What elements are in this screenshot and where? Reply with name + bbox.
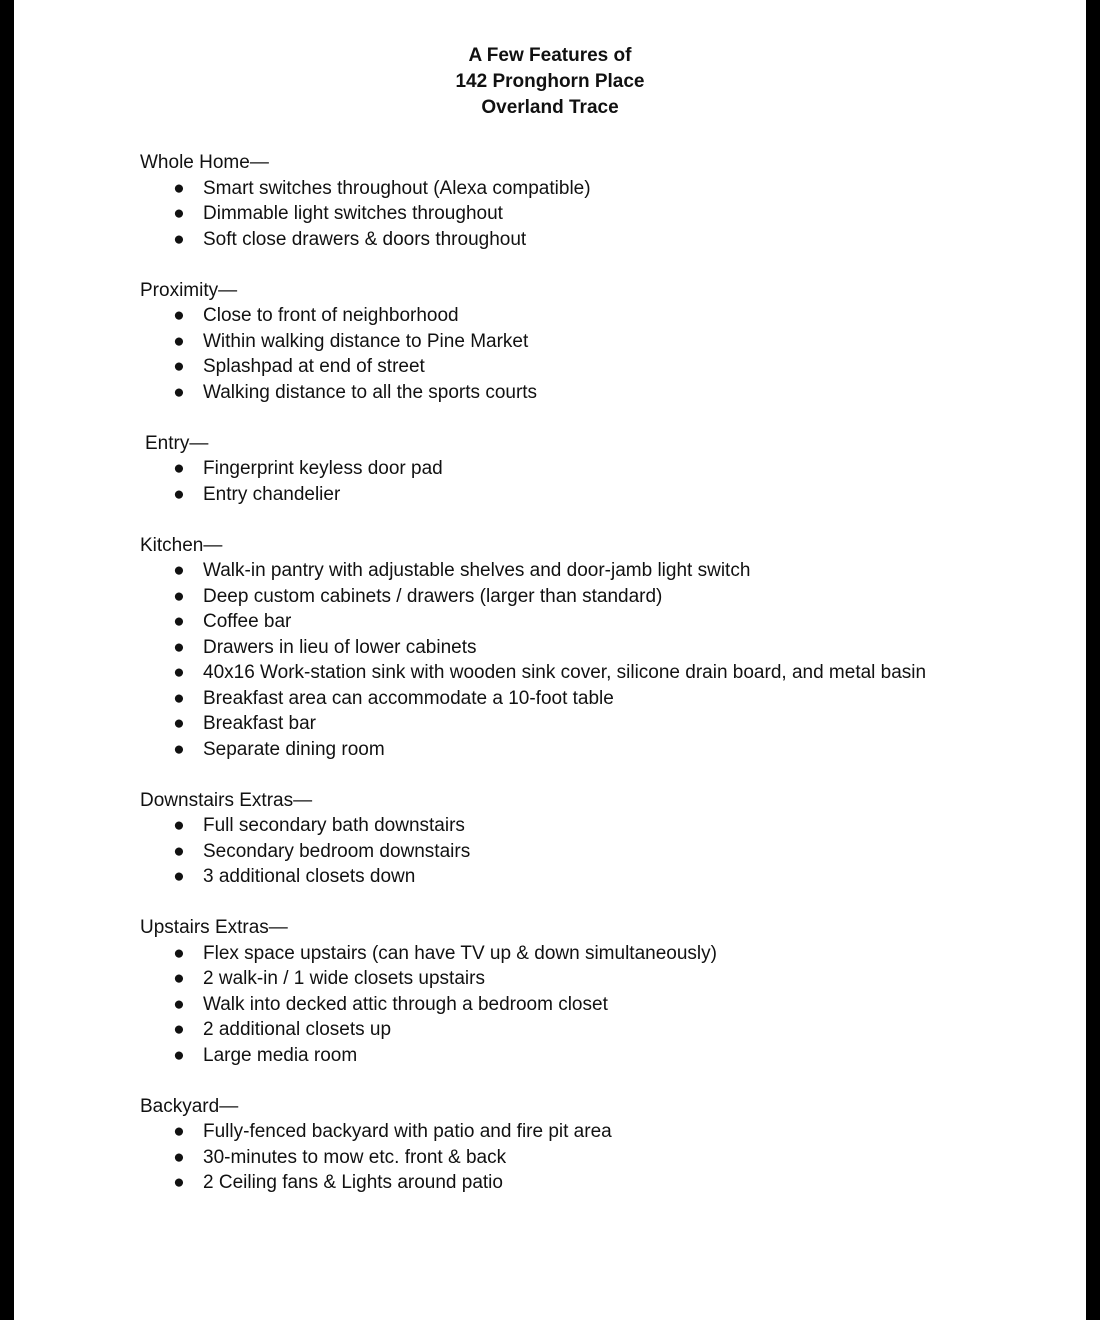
- feature-section: [140, 533, 1040, 763]
- bullet-icon: ●: [173, 1019, 185, 1040]
- feature-item-text: Breakfast bar: [203, 713, 316, 734]
- feature-item-text: Breakfast area can accommodate a 10-foot table: [203, 687, 614, 709]
- title-line-3: Overland Trace: [481, 97, 619, 118]
- feature-list-item: [140, 635, 1040, 661]
- section-spacer: [140, 762, 1040, 788]
- bullet-icon: ●: [173, 636, 185, 658]
- section-spacer: [140, 405, 1040, 431]
- bullet-icon: ●: [173, 1172, 185, 1193]
- feature-list-item: [140, 711, 1040, 737]
- feature-list-item: [140, 737, 1040, 763]
- bullet-icon: ●: [173, 738, 185, 760]
- feature-item-text: Soft close drawers & doors throughout: [203, 228, 527, 250]
- bullet-icon: ●: [173, 662, 185, 683]
- feature-item-text: Fingerprint keyless door pad: [203, 458, 443, 479]
- feature-section: [140, 278, 1040, 406]
- bullet-icon: ●: [173, 177, 185, 199]
- bullet-icon: ●: [173, 483, 185, 505]
- bullet-icon: ●: [173, 458, 185, 479]
- feature-list-item: [140, 176, 1040, 202]
- feature-item-text: Coffee bar: [203, 611, 292, 632]
- bullet-icon: ●: [173, 866, 185, 887]
- feature-list: [140, 303, 1040, 405]
- feature-item-text: 30-minutes to mow etc. front & back: [203, 1146, 507, 1168]
- bullet-icon: ●: [173, 1044, 185, 1066]
- feature-list-item: [140, 482, 1040, 508]
- feature-item-text: Secondary bedroom downstairs: [203, 840, 471, 862]
- feature-list: [140, 1119, 1040, 1196]
- feature-item-text: Dimmable light switches throughout: [203, 203, 503, 224]
- section-spacer: [140, 1068, 1040, 1094]
- feature-list-item: [140, 584, 1040, 610]
- feature-item-text: Large media room: [203, 1044, 358, 1066]
- feature-list-item: [140, 609, 1040, 635]
- feature-list-item: [140, 660, 1040, 686]
- feature-item-text: 2 Ceiling fans & Lights around patio: [203, 1172, 503, 1193]
- section-spacer: [140, 890, 1040, 916]
- feature-list-item: [140, 992, 1040, 1018]
- section-heading: Kitchen—: [140, 534, 223, 556]
- feature-list-item: [140, 456, 1040, 482]
- feature-list-item: [140, 966, 1040, 992]
- bullet-icon: ●: [173, 356, 185, 377]
- document-page: [14, 0, 1086, 1320]
- bullet-icon: ●: [173, 993, 185, 1015]
- feature-item-text: 2 walk-in / 1 wide closets upstairs: [203, 968, 485, 989]
- feature-item-text: Walking distance to all the sports courts: [203, 381, 538, 403]
- bullet-icon: ●: [173, 815, 185, 836]
- feature-list-item: [140, 1145, 1040, 1171]
- feature-list-item: [140, 558, 1040, 584]
- feature-list-item: [140, 201, 1040, 227]
- feature-item-text: Walk into decked attic through a bedroom closet: [203, 993, 608, 1015]
- bullet-icon: ●: [173, 1121, 185, 1142]
- section-heading: Whole Home—: [140, 152, 269, 173]
- bullet-icon: ●: [173, 560, 185, 581]
- feature-item-text: 40x16 Work-station sink with wooden sink cover, silicone drain board, and metal basin: [203, 662, 927, 683]
- section-heading: Downstairs Extras—: [140, 789, 313, 811]
- bullet-icon: ●: [173, 611, 185, 632]
- bullet-icon: ●: [173, 968, 185, 989]
- feature-item-text: 3 additional closets down: [203, 866, 416, 887]
- feature-item-text: Deep custom cabinets / drawers (larger than standard): [203, 585, 663, 607]
- feature-list-item: [140, 227, 1040, 253]
- bullet-icon: ●: [173, 1146, 185, 1168]
- feature-section: [140, 150, 1040, 252]
- feature-section: [140, 1094, 1040, 1196]
- feature-list-item: [140, 813, 1040, 839]
- bullet-icon: ●: [173, 330, 185, 352]
- section-spacer: [140, 252, 1040, 278]
- title-line-2: 142 Pronghorn Place: [455, 71, 645, 92]
- feature-list-item: [140, 1017, 1040, 1043]
- feature-item-text: 2 additional closets up: [203, 1019, 392, 1040]
- feature-list: [140, 813, 1040, 890]
- bullet-icon: ●: [173, 228, 185, 250]
- section-spacer: [140, 507, 1040, 533]
- section-heading: Backyard—: [140, 1095, 239, 1117]
- feature-list-item: [140, 1119, 1040, 1145]
- feature-section: [140, 431, 1040, 508]
- title-line-1: A Few Features of: [468, 45, 632, 66]
- bullet-icon: ●: [173, 942, 185, 964]
- bullet-icon: ●: [173, 585, 185, 607]
- feature-item-text: Full secondary bath downstairs: [203, 815, 465, 836]
- feature-list: [140, 941, 1040, 1069]
- bullet-icon: ●: [173, 687, 185, 709]
- feature-item-text: Smart switches throughout (Alexa compatible): [203, 177, 591, 199]
- feature-item-text: Flex space upstairs (can have TV up & down simultaneously): [203, 942, 717, 964]
- feature-list: [140, 456, 1040, 507]
- bullet-icon: ●: [173, 203, 185, 224]
- section-heading: Upstairs Extras—: [140, 917, 288, 938]
- feature-item-text: Entry chandelier: [203, 483, 341, 505]
- feature-list-item: [140, 354, 1040, 380]
- feature-item-text: Walk-in pantry with adjustable shelves and door-jamb light switch: [203, 560, 751, 581]
- feature-item-text: Splashpad at end of street: [203, 356, 425, 377]
- feature-list-item: [140, 1170, 1040, 1196]
- feature-item-text: Fully-fenced backyard with patio and fire pit area: [203, 1121, 612, 1142]
- feature-section: [140, 915, 1040, 1068]
- section-heading: Proximity—: [140, 279, 238, 301]
- feature-list: [140, 558, 1040, 762]
- feature-section: [140, 788, 1040, 890]
- feature-item-text: Drawers in lieu of lower cabinets: [203, 636, 477, 658]
- feature-list-item: [140, 1043, 1040, 1069]
- section-heading: Entry—: [145, 432, 209, 454]
- feature-list-item: [140, 839, 1040, 865]
- feature-list-item: [140, 329, 1040, 355]
- bullet-icon: ●: [173, 713, 185, 734]
- feature-list-item: [140, 380, 1040, 406]
- bullet-icon: ●: [173, 840, 185, 862]
- feature-item-text: Within walking distance to Pine Market: [203, 330, 529, 352]
- feature-item-text: Close to front of neighborhood: [203, 305, 459, 326]
- feature-sections: [140, 150, 1040, 1196]
- feature-list-item: [140, 941, 1040, 967]
- bullet-icon: ●: [173, 305, 185, 326]
- bullet-icon: ●: [173, 381, 185, 403]
- document-title: [14, 43, 1086, 121]
- feature-item-text: Separate dining room: [203, 738, 385, 760]
- feature-list-item: [140, 303, 1040, 329]
- feature-list: [140, 176, 1040, 253]
- feature-list-item: [140, 686, 1040, 712]
- feature-list-item: [140, 864, 1040, 890]
